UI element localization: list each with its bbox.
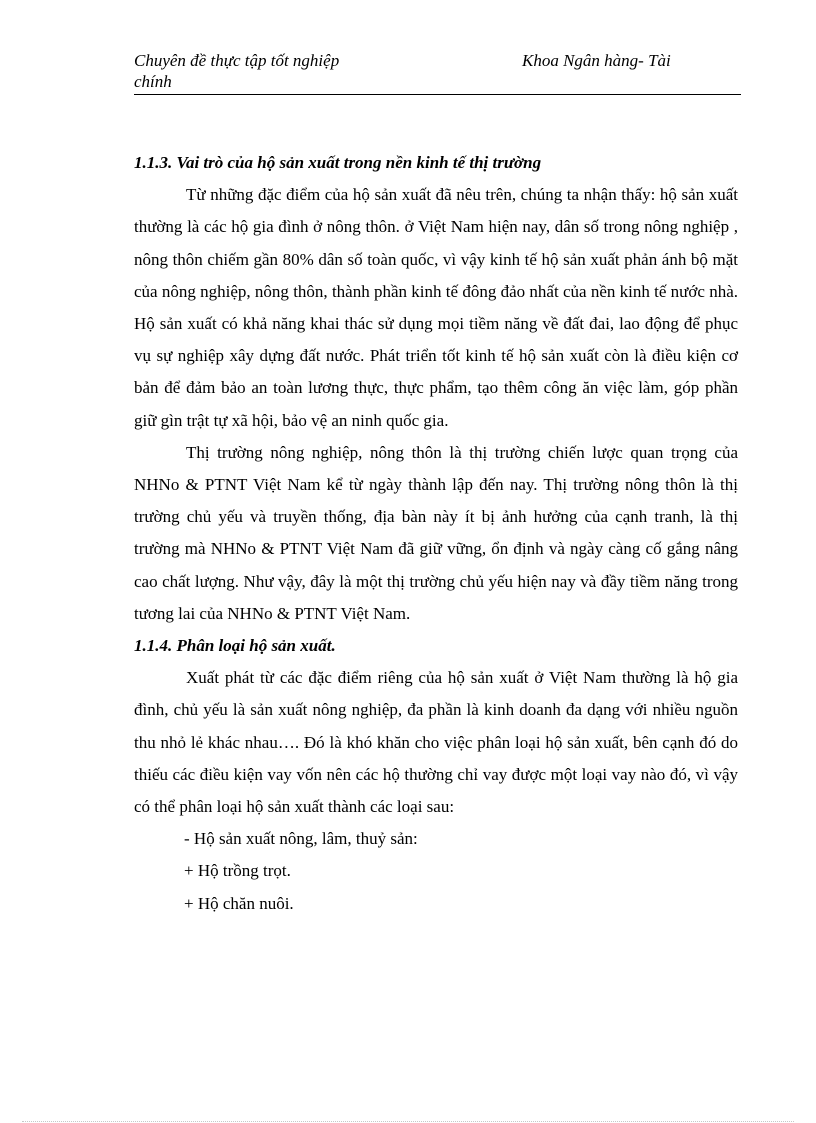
header-left-text: Chuyên đề thực tập tốt nghiệp [134, 51, 340, 70]
list-item: - Hộ sản xuất nông, lâm, thuỷ sản: [184, 829, 418, 849]
paragraph: Thị trường nông nghiệp, nông thôn là thị trường chiến lược quan trọng của NHNo & PTNT Việt Nam kể từ ngày thành lập đến nay. Thị trường nông thôn là thị trường chủ yếu và truyền thống, địa bàn này ít bị ảnh hưởng của cạnh tranh, là thị trường mà NHNo & PTNT Việt Nam đã giữ vững, ổn định và ngày càng cố gắng nâng cao chất lượng. Như vậy, đây là một thị trường chủ yếu hiện nay và đầy tiềm năng trong tương lai của NHNo & PTNT Việt Nam. [134, 442, 738, 623]
list-item: + Hộ trồng trọt. [184, 861, 291, 881]
list-item: + Hộ chăn nuôi. [184, 893, 294, 913]
header-rule [134, 94, 741, 95]
page-bottom-divider [22, 1121, 794, 1122]
page-header [134, 50, 740, 92]
paragraph: Từ những đặc điểm của hộ sản xuất đã nêu trên, chúng ta nhận thấy: hộ sản xuất thường là các hộ gia đình ở nông thôn. ở Việt Nam hiện nay, dân số trong nông nghiệp , nông thôn chiếm gần 80% dân số toàn quốc, vì vậy kinh tế hộ sản xuất phản ánh bộ mặt của nông nghiệp, nông thôn, thành phần kinh tế đông đảo nhất của nền kinh tế nước nhà. Hộ sản xuất có khả năng khai thác sử dụng mọi tiềm năng về đất đai, lao động để phục vụ sự nghiệp xây dựng đất nước. Phát triển tốt kinh tế hộ sản xuất còn là điều kiện cơ bản để đảm bảo an toàn lương thực, thực phẩm, tạo thêm công ăn việc làm, góp phần giữ gìn trật tự xã hội, bảo vệ an ninh quốc gia. [134, 185, 738, 430]
header-right-text: Khoa Ngân hàng- Tài [522, 51, 671, 70]
section-heading-1-1-3: 1.1.3. Vai trò của hộ sản xuất trong nền kinh tế thị trường [134, 153, 542, 172]
section-heading-1-1-4: 1.1.4. Phân loại hộ sản xuất. [134, 636, 336, 656]
header-left-continuation: chính [134, 72, 172, 91]
paragraph: Xuất phát từ các đặc điểm riêng của hộ sản xuất ở Việt Nam thường là hộ gia đình, chủ yếu là sản xuất nông nghiệp, đa phần là kinh doanh đa dạng với nhiều nguồn thu nhỏ lẻ khác nhau…. Đó là khó khăn cho việc phân loại hộ sản xuất, bên cạnh đó do thiếu các điều kiện vay vốn nên các hộ thường chỉ vay được một loại vay nào đó, vì vậy có thể phân loại hộ sản xuất thành các loại sau: [134, 668, 738, 817]
document-body [134, 147, 738, 920]
